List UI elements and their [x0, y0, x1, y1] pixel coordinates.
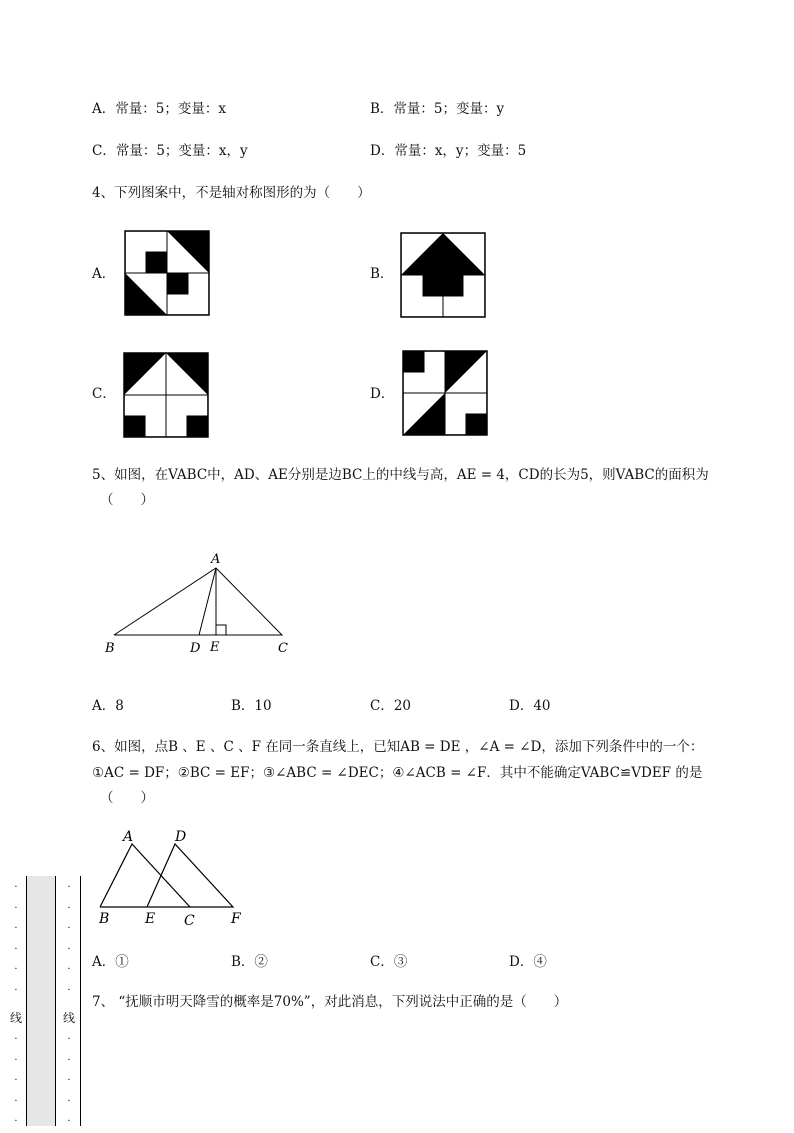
q5-option-c: C．20	[370, 698, 412, 714]
q6-option-a: A．①	[92, 954, 129, 970]
q5-label-e: E	[210, 640, 220, 655]
q5-option-b: B．10	[231, 698, 272, 714]
q5-label-b: B	[105, 641, 115, 656]
q6-label-e: E	[145, 911, 156, 927]
q4-pattern-c	[123, 352, 209, 438]
q4-pattern-d	[402, 350, 488, 436]
q5-option-a: A．8	[92, 698, 124, 714]
q5-label-c: C	[278, 641, 288, 656]
binding-dots-right-bottom: · · · · ·	[67, 1034, 71, 1127]
q5-label-a: A	[211, 552, 221, 567]
q4-label-d: D．	[370, 386, 395, 402]
q6-triangles-figure	[95, 825, 255, 930]
q4-pattern-a	[124, 230, 210, 316]
q4-label-c: C．	[92, 386, 116, 402]
q4-label-b: B．	[370, 266, 394, 282]
q5-paren: （ ）	[100, 492, 154, 508]
q4-pattern-b	[400, 232, 486, 318]
q4-label-a: A．	[92, 266, 116, 282]
q3-option-c: C．常量：5；变量：x，y	[92, 143, 248, 159]
q5-triangle-figure	[100, 548, 300, 658]
q6-label-b: B	[99, 911, 110, 927]
binding-margin-strip	[26, 876, 56, 1126]
q3-option-b: B．常量：5；变量：y	[370, 101, 505, 117]
q6-label-a: A	[123, 829, 134, 845]
binding-margin-rule	[80, 876, 81, 1126]
q3-option-d: D．常量：x，y；变量：5	[370, 143, 527, 159]
q5-stem: 5、如图，在VABC中，AD、AE分别是边BC上的中线与高，AE = 4，CD的长为5，则VABC的面积为	[92, 467, 709, 483]
q4-stem: 4、下列图案中，不是轴对称图形的为（ ）	[92, 185, 371, 201]
binding-dots-left-top: · · · · · ·	[14, 882, 18, 996]
q6-stem-line1: 6、如图，点B 、E 、C 、F 在同一条直线上，已知AB = DE ，∠A = ∠D，添加下列条件中的一个：	[92, 739, 704, 755]
q6-label-d: D	[175, 829, 187, 845]
binding-label-left: 线	[10, 1011, 23, 1025]
binding-dots-right-top: · · · · · ·	[67, 882, 71, 996]
q6-label-f: F	[231, 911, 241, 927]
q6-paren: （ ）	[100, 790, 154, 806]
q5-label-d: D	[190, 641, 201, 656]
binding-dots-left-bottom: · · · · ·	[14, 1034, 18, 1127]
q6-option-c: C．③	[370, 954, 408, 970]
q3-option-a: A．常量：5；变量：x	[92, 101, 226, 117]
binding-label-right: 线	[63, 1011, 76, 1025]
q6-stem-line2: ①AC = DF；②BC = EF；③∠ABC = ∠DEC；④∠ACB = ∠F．其中不能确定VABC≌VDEF 的是	[92, 765, 703, 781]
q6-option-d: D．④	[509, 954, 547, 970]
q6-label-c: C	[184, 913, 195, 929]
q7-stem: 7、 “抚顺市明天降雪的概率是70%”，对此消息，下列说法中正确的是（ ）	[92, 994, 568, 1010]
q6-option-b: B．②	[231, 954, 268, 970]
q5-option-d: D．40	[509, 698, 551, 714]
